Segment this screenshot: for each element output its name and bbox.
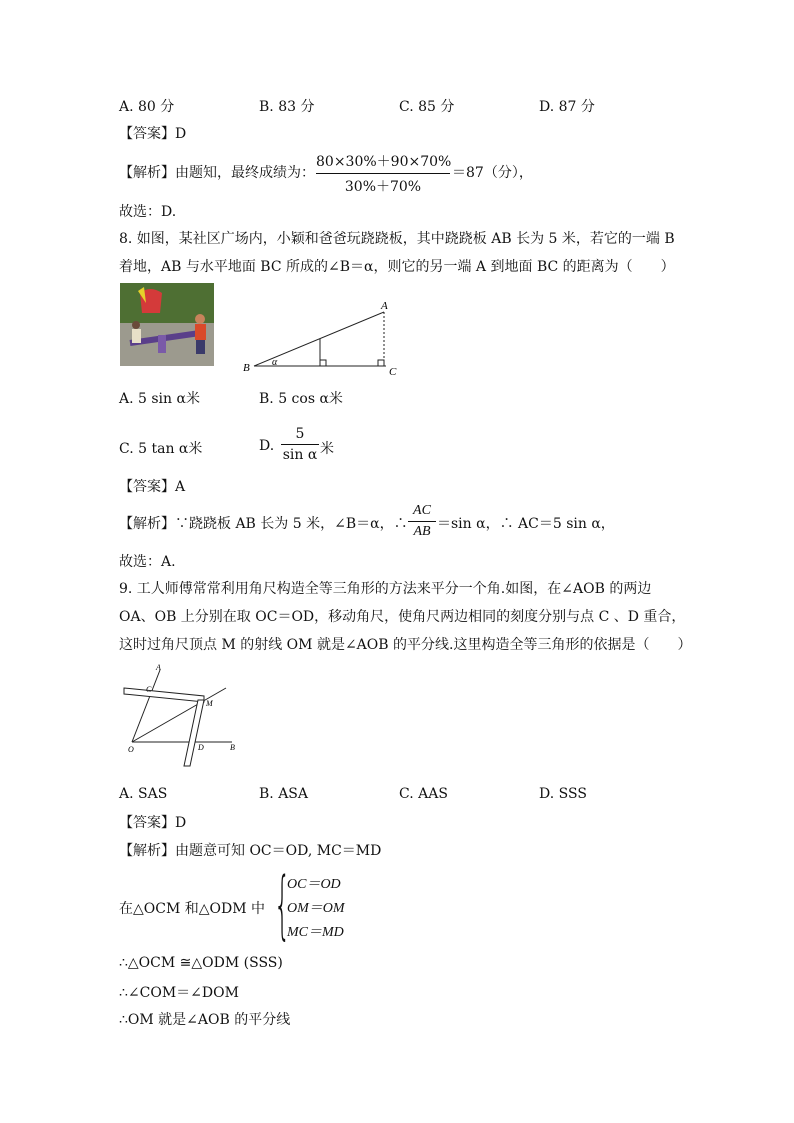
- system-eq-1: OC＝OD: [287, 877, 341, 892]
- q9-in-triangles: 在△OCM 和△ODM 中: [119, 901, 265, 917]
- seesaw-photo-illustration: [120, 283, 214, 366]
- q8-analysis-2: ＝sin α，∴ AC＝5 sin α，: [437, 516, 615, 532]
- q9-step-3: ∴OM 就是∠AOB 的平分线: [119, 1012, 291, 1028]
- q9-stem-line2: OA、OB 上分别在取 OC＝OD，移动角尺，使角尺两边相同的刻度分别与点 C 、D 重合，: [119, 609, 686, 625]
- q8-option-d-suffix: 米: [320, 441, 334, 457]
- q7-answer: 【答案】D: [119, 126, 187, 142]
- ray-oa: [132, 670, 160, 742]
- q7-fraction-denominator: 30%＋70%: [344, 179, 422, 195]
- label-b: B: [230, 743, 235, 752]
- try-square-arm-horizontal: [124, 688, 204, 702]
- q9-option-a: A. SAS: [119, 786, 168, 802]
- label-o: O: [128, 745, 134, 754]
- right-angle-mark-post: [320, 360, 326, 366]
- label-m: M: [206, 699, 213, 708]
- q8-option-d-fraction: [281, 426, 319, 463]
- q8-answer: 【答案】A: [119, 479, 186, 495]
- q7-option-a: A. 80 分: [119, 99, 175, 115]
- q8-option-c: C. 5 tan α米: [119, 441, 203, 457]
- label-c: C: [389, 366, 397, 378]
- q8-option-d-prefix: D.: [259, 438, 275, 454]
- q9-answer: 【答案】D: [119, 815, 187, 831]
- q7-conclusion: 故选：D.: [119, 204, 177, 220]
- q8-analysis-fraction: [408, 503, 436, 540]
- system-eq-3: MC＝MD: [287, 925, 344, 940]
- q8-option-b: B. 5 cos α米: [259, 391, 343, 407]
- system-brace: {: [274, 862, 291, 948]
- q7-option-d: D. 87 分: [539, 99, 595, 115]
- q9-stem-line3: 这时过角尺顶点 M 的射线 OM 就是∠AOB 的平分线.这里构造全等三角形的依据是（ ）: [119, 637, 692, 653]
- q8-option-d-numerator: 5: [295, 426, 305, 442]
- triangle-abc-figure: [236, 298, 408, 380]
- q8-option-a: A. 5 sin α米: [119, 391, 200, 407]
- q7-analysis-suffix: ＝87（分），: [452, 165, 533, 181]
- fraction-bar: [408, 521, 436, 522]
- q9-option-c: C. AAS: [399, 786, 448, 802]
- label-a: A: [156, 663, 161, 672]
- q8-conclusion: 故选：A.: [119, 554, 176, 570]
- q8-analysis-denominator: AB: [413, 524, 431, 539]
- angle-bisector-figure: [120, 662, 242, 770]
- label-b: B: [243, 362, 250, 374]
- label-alpha: α: [272, 357, 278, 368]
- q7-fraction-numerator: 80×30%＋90×70%: [316, 154, 452, 170]
- fraction-bar: [281, 444, 319, 445]
- q9-stem-line1: 9. 工人师傅常常利用角尺构造全等三角形的方法来平分一个角.如图，在∠AOB 的两边: [119, 581, 652, 597]
- system-eq-2: OM＝OM: [287, 901, 345, 916]
- q7-option-c: C. 85 分: [399, 99, 455, 115]
- right-angle-mark-c: [378, 360, 384, 366]
- label-d: D: [198, 743, 204, 752]
- label-c: C: [146, 685, 152, 694]
- q7-fraction: [316, 151, 450, 196]
- fraction-bar: [316, 173, 450, 174]
- q7-option-b: B. 83 分: [259, 99, 315, 115]
- q9-step-2: ∴∠COM＝∠DOM: [119, 985, 239, 1001]
- q9-option-b: B. ASA: [259, 786, 308, 802]
- q9-option-d: D. SSS: [539, 786, 587, 802]
- q8-stem-line2: 着地，AB 与水平地面 BC 所成的∠B＝α，则它的另一端 A 到地面 BC 的距离为（ ）: [119, 259, 675, 275]
- q9-step-1: ∴△OCM ≅△ODM (SSS): [119, 955, 283, 971]
- label-a: A: [381, 300, 388, 312]
- q8-option-d-denominator: sin α: [282, 447, 318, 463]
- q8-analysis-1: 【解析】∵跷跷板 AB 长为 5 米，∠B＝α，∴: [119, 516, 408, 532]
- q8-stem-line1: 8. 如图，某社区广场内，小颖和爸爸玩跷跷板，其中跷跷板 AB 长为 5 米，若它的一端 B: [119, 231, 675, 247]
- q7-analysis-prefix: 【解析】由题知，最终成绩为：: [119, 165, 315, 181]
- q9-analysis-1: 【解析】由题意可知 OC＝OD, MC＝MD: [119, 843, 382, 859]
- seesaw-photo: [120, 283, 214, 366]
- q8-analysis-numerator: AC: [413, 503, 431, 518]
